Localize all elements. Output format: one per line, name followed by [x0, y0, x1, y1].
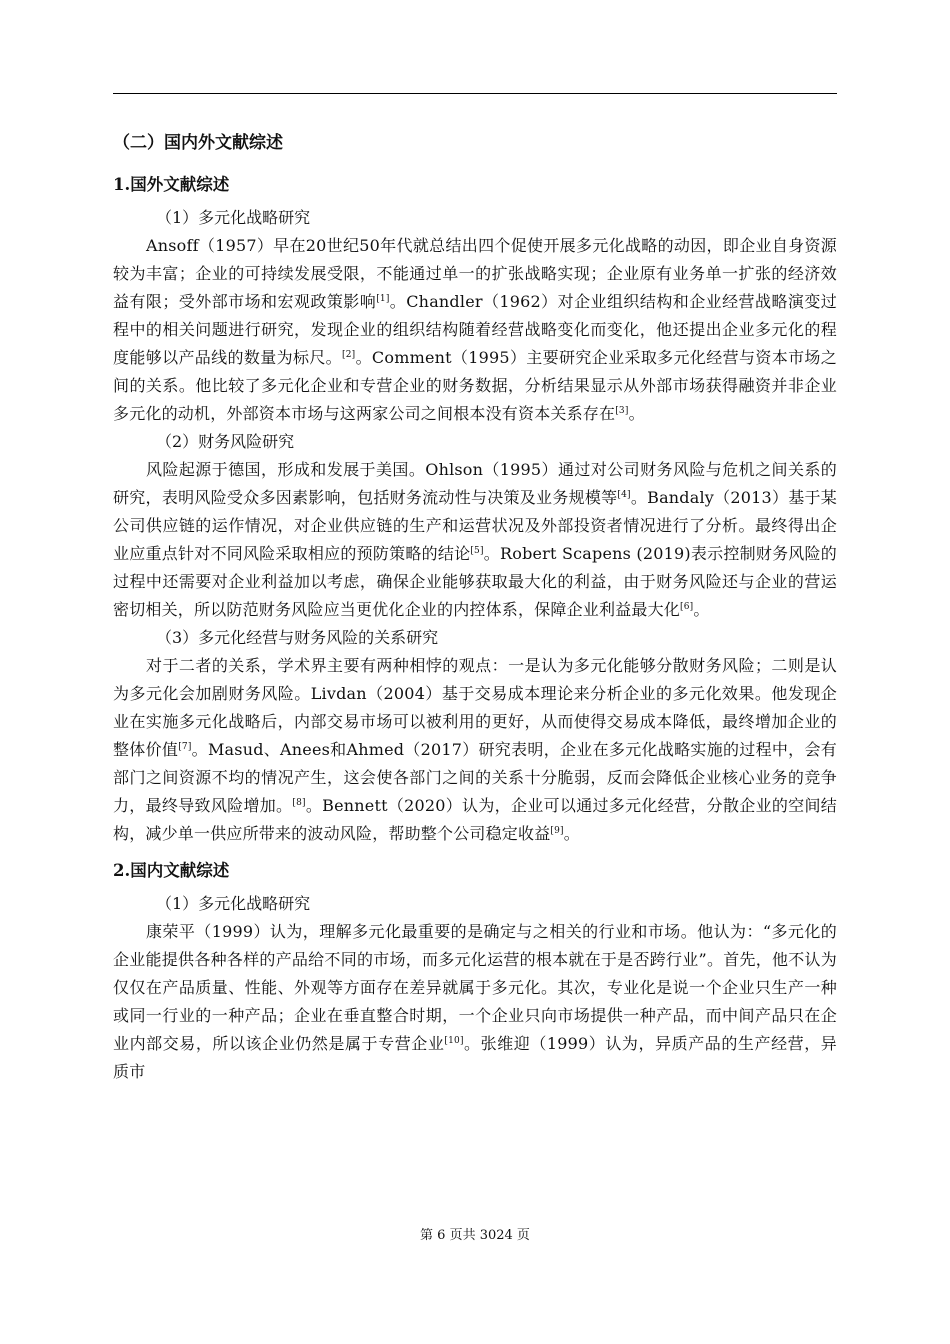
section-heading: （二）国内外文献综述: [113, 133, 283, 153]
paragraph: 康荣平（1999）认为，理解多元化最重要的是确定与之相关的行业和市场。他认为：“多元化的企业能提供各种各样的产品给不同的市场，而多元化运营的根本就在于是否跨行业”。首先，他不认为仅仅在产品质量、性能、外观等方面存在差异就属于多元化。其次，专业化是说一个企业只生产一种或同一行业的一种产品；企业在垂直整合时期，一个企业只向市场提供一种产品，而中间产品只在企业内部交易，所以该企业仍然是属于专营企业[10]。张维迎（1999）认为，异质产品的生产经营，异质市: [113, 922, 837, 1081]
domestic-subheading-diversification: （1）多元化战略研究: [156, 894, 311, 913]
citation: [2]: [342, 350, 356, 360]
paragraph: Ansoff（1957）早在20世纪50年代就总结出四个促使开展多元化战略的动因，即企业自身资源较为丰富；企业的可持续发展受限，不能通过单一的扩张战略实现；企业原有业务单一扩张的经济效益有限；受外部市场和宏观政策影响[1]。Chandler（1962）对企业组织结构和企业经营战略演变过程中的相关问题进行研究，发现企业的组织结构随着经营战略变化而变化，他还提出企业多元化的程度能够以产品线的数量为标尺。[2]。Comment（1995）主要研究企业采取多元化经营与资本市场之间的关系。他比较了多元化企业和专营企业的财务数据，分析结果显示从外部市场获得融资并非企业多元化的动机，外部资本市场与这两家公司之间根本没有资本关系存在[3]。: [113, 236, 837, 423]
foreign-subheading-diversification: （1）多元化战略研究: [156, 208, 311, 227]
foreign-review-title: 1.国外文献综述: [113, 175, 230, 194]
foreign-subheading-relationship: （3）多元化经营与财务风险的关系研究: [156, 628, 439, 647]
citation: [8]: [292, 798, 306, 808]
citation: [5]: [470, 546, 484, 556]
paragraph: 对于二者的关系，学术界主要有两种相悖的观点：一是认为多元化能够分散财务风险；二则是认为多元化会加剧财务风险。Livdan（2004）基于交易成本理论来分析企业的多元化效果。他发现企业在实施多元化战略后，内部交易市场可以被利用的更好，从而使得交易成本降低，最终增加企业的整体价值[7]。Masud、Anees和Ahmed（2017）研究表明，企业在多元化战略实施的过程中，会有部门之间资源不均的情况产生，这会使各部门之间的关系十分脆弱，反而会降低企业核心业务的竞争力，最终导致风险增加。[8]。Bennett（2020）认为，企业可以通过多元化经营，分散企业的空间结构，减少单一供应所带来的波动风险，帮助整个公司稳定收益[9]。: [113, 656, 837, 843]
header-rule: [113, 93, 837, 94]
citation: [3]: [615, 406, 629, 416]
foreign-subheading-financial-risk: （2）财务风险研究: [156, 432, 295, 451]
domestic-review-title: 2.国内文献综述: [113, 861, 230, 880]
citation: [4]: [617, 490, 631, 500]
citation: [7]: [178, 742, 192, 752]
page-footer: 第 6 页共 3024 页: [420, 1228, 530, 1243]
citation: [9]: [550, 826, 564, 836]
document-body: [113, 128, 837, 1086]
paragraph: 风险起源于德国，形成和发展于美国。Ohlson（1995）通过对公司财务风险与危机之间关系的研究，表明风险受众多因素影响，包括财务流动性与决策及业务规模等[4]。Bandaly（2013）基于某公司供应链的运作情况，对企业供应链的生产和运营状况及外部投资者情况进行了分析。最终得出企业应重点针对不同风险采取相应的预防策略的结论[5]。Robert Scapens (2019)表示控制财务风险的过程中还需要对企业利益加以考虑，确保企业能够获取最大化的利益，由于财务风险还与企业的营运密切相关，所以防范财务风险应当更优化企业的内控体系，保障企业利益最大化[6]。: [113, 460, 837, 619]
citation: [1]: [376, 294, 390, 304]
citation: [6]: [680, 602, 694, 612]
citation: [10]: [444, 1036, 464, 1046]
